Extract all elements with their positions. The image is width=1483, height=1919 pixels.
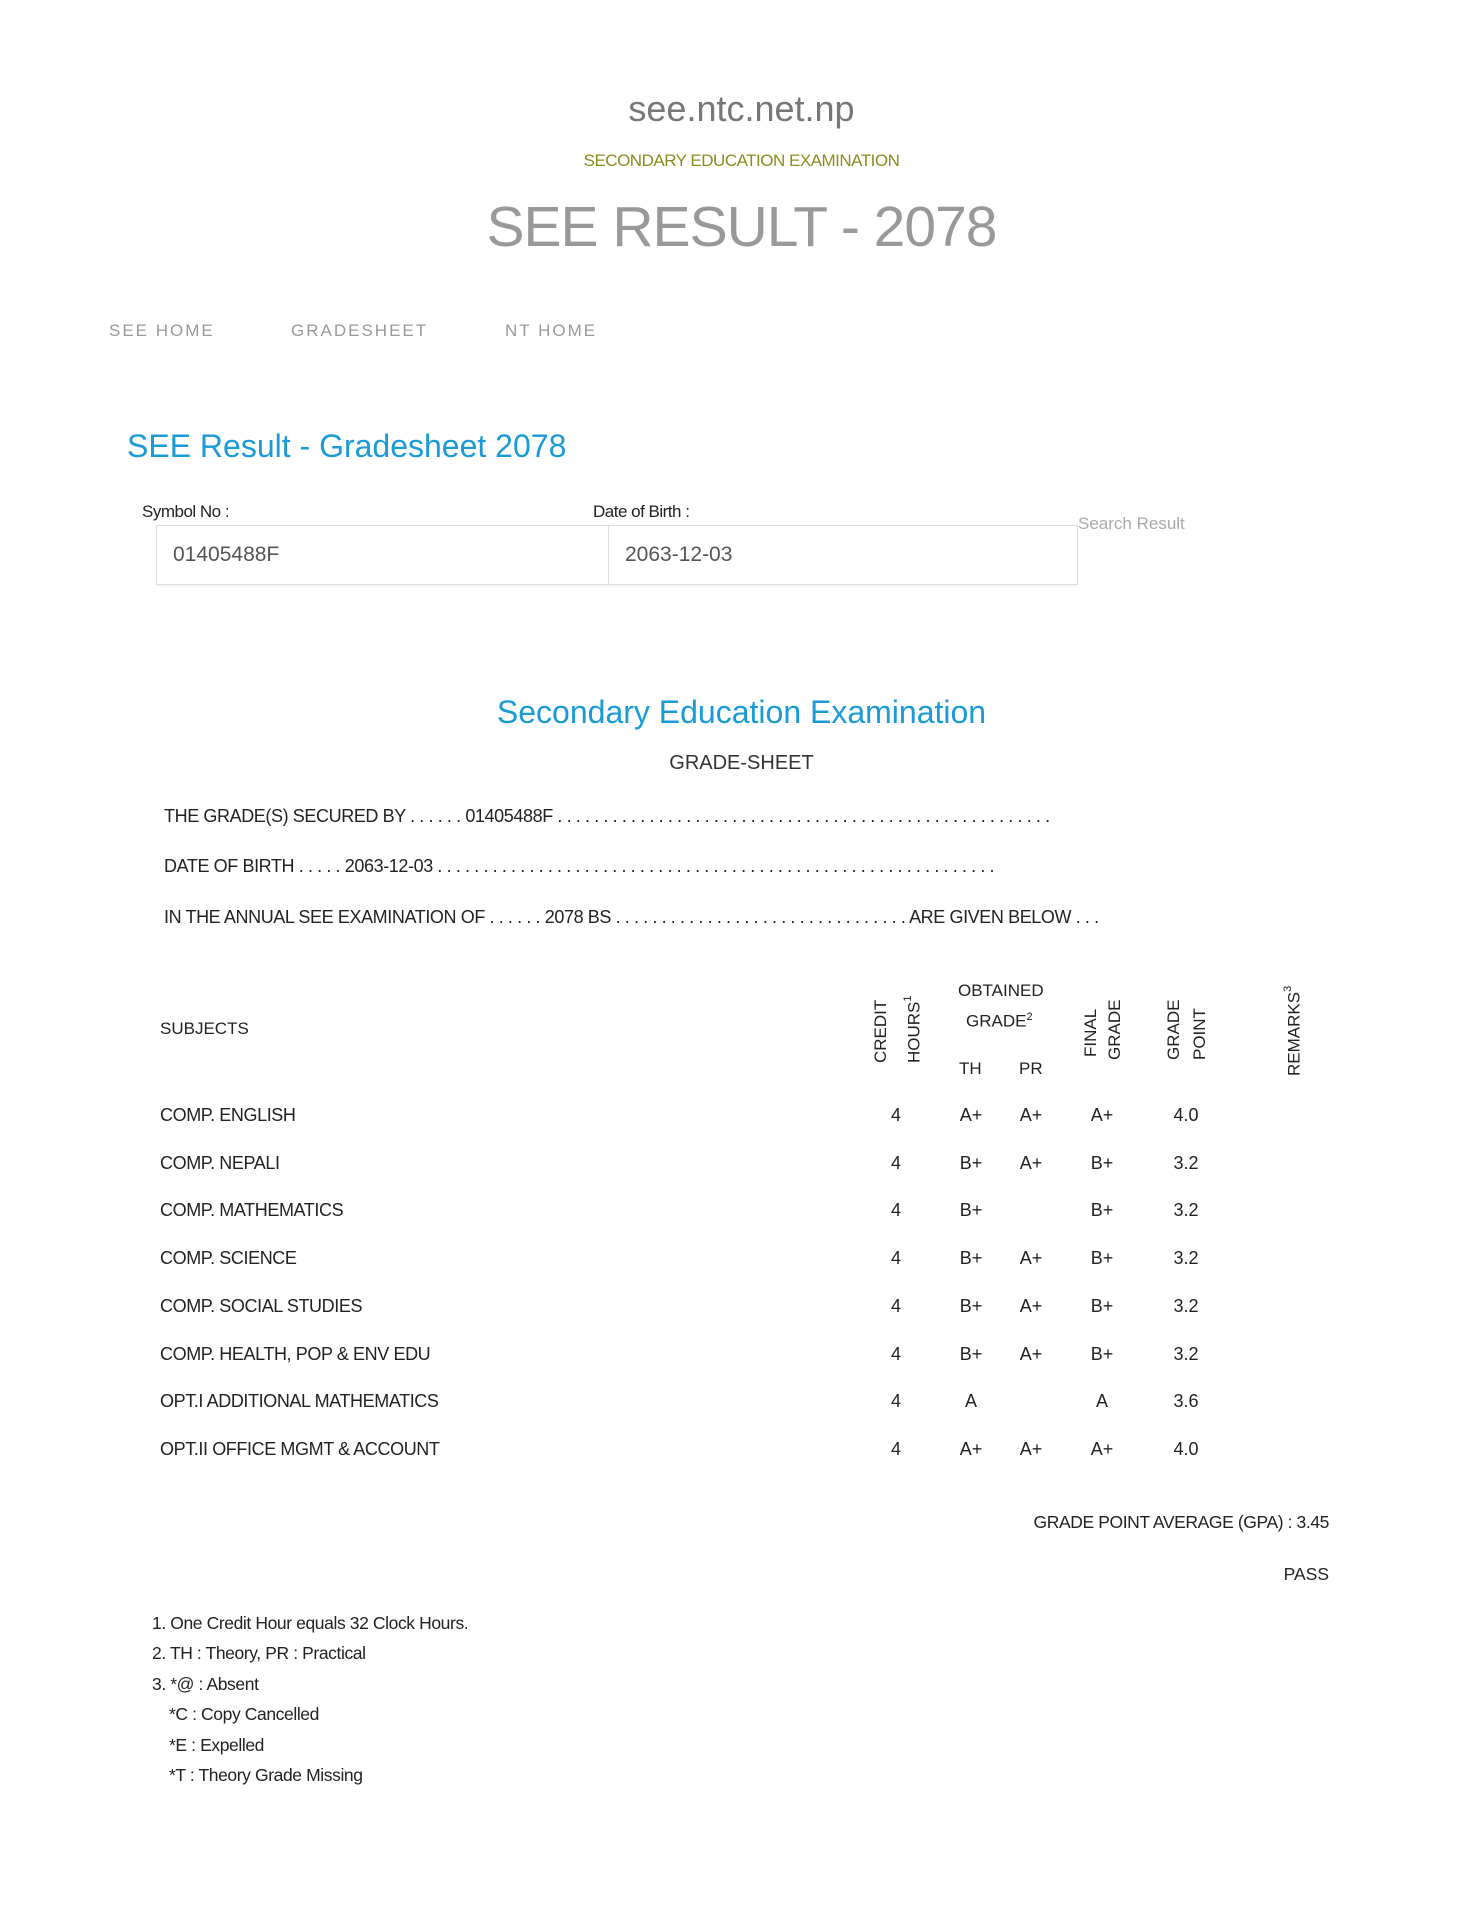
cell-th: B+ <box>959 1343 983 1364</box>
exam-subtitle: SECONDARY EDUCATION EXAMINATION <box>583 151 900 170</box>
cell-gp: 4.0 <box>1173 1438 1199 1459</box>
subject-name: COMP. ENGLISH <box>160 1105 296 1125</box>
footnote-3e: *E : Expelled <box>169 1735 264 1755</box>
th-header: TH <box>959 1059 982 1078</box>
nav-see-home[interactable]: SEE HOME <box>109 321 215 340</box>
cell-final: A <box>1095 1391 1109 1412</box>
cell-gp: 3.2 <box>1173 1200 1199 1221</box>
result-status: PASS <box>1283 1564 1329 1584</box>
hours-header <box>897 990 926 1063</box>
cell-credit: 4 <box>890 1391 902 1412</box>
hours-footnote-ref: 1 <box>902 995 914 1002</box>
obtained-header: OBTAINED <box>958 981 1044 1000</box>
gp-grade-header <box>1163 997 1185 1060</box>
cell-th: B+ <box>959 1248 983 1269</box>
cell-final: A+ <box>1090 1438 1114 1459</box>
cell-gp: 3.6 <box>1173 1391 1199 1412</box>
final-grade-text: GRADE <box>1105 999 1124 1060</box>
dob-input[interactable] <box>609 526 1077 584</box>
gpa-text: GRADE POINT AVERAGE (GPA) : 3.45 <box>1033 1512 1329 1532</box>
cell-pr: A+ <box>1019 1438 1043 1459</box>
footnote-1: 1. One Credit Hour equals 32 Clock Hours. <box>152 1613 469 1633</box>
cell-credit: 4 <box>890 1343 902 1364</box>
cell-pr: A+ <box>1019 1248 1043 1269</box>
exam-line: IN THE ANNUAL SEE EXAMINATION OF . . . . . . 2078 BS . . . . . . . . . . . . . . . . . . . . . . . . . . . . . . . . ARE GIVEN BELOW . . . <box>164 907 1099 927</box>
remarks-footnote-ref: 3 <box>1282 985 1294 992</box>
cell-gp: 3.2 <box>1173 1295 1199 1316</box>
credit-hours-header <box>870 993 892 1063</box>
subject-name: OPT.I ADDITIONAL MATHEMATICS <box>160 1391 439 1412</box>
cell-th: A+ <box>959 1438 983 1459</box>
cell-th: B+ <box>959 1152 983 1173</box>
search-form <box>156 525 1078 585</box>
cell-final: B+ <box>1090 1200 1114 1221</box>
site-name: see.ntc.net.np <box>628 88 855 129</box>
nav-gradesheet[interactable]: GRADESHEET <box>291 321 429 340</box>
gradesheet-subtitle: GRADE-SHEET <box>669 752 814 774</box>
cell-credit: 4 <box>890 1200 902 1221</box>
cell-pr: A+ <box>1019 1295 1043 1316</box>
cell-final: A+ <box>1090 1105 1114 1125</box>
final-grade-header <box>1104 997 1126 1060</box>
cell-final: B+ <box>1090 1295 1114 1316</box>
remarks-text: REMARKS <box>1284 991 1304 1076</box>
final-header <box>1080 1000 1102 1057</box>
cell-pr: A+ <box>1019 1105 1043 1125</box>
subject-name: COMP. MATHEMATICS <box>160 1200 344 1221</box>
gp-grade-text: GRADE <box>1164 999 1183 1060</box>
secured-by-line: THE GRADE(S) SECURED BY . . . . . . 01405488F . . . . . . . . . . . . . . . . . . . . . . . . . . . . . . . . . . . . . . . . . . . . . . . . . . . . . . <box>164 806 1050 826</box>
credit-text: CREDIT <box>871 999 890 1063</box>
dob-line: DATE OF BIRTH . . . . . 2063-12-03 . . . . . . . . . . . . . . . . . . . . . . . . . . . . . . . . . . . . . . . . . . . . . . . . . . . . . . . . . . . . . <box>164 856 995 876</box>
grade-footnote-ref: 2 <box>1026 1011 1033 1023</box>
cell-gp: 3.2 <box>1173 1248 1199 1269</box>
cell-credit: 4 <box>890 1152 902 1173</box>
cell-final: B+ <box>1090 1152 1114 1173</box>
cell-final: B+ <box>1090 1248 1114 1269</box>
gp-point-header <box>1189 1003 1211 1060</box>
cell-th: B+ <box>959 1200 983 1221</box>
subject-name: COMP. HEALTH, POP & ENV EDU <box>160 1343 431 1364</box>
cell-gp: 3.2 <box>1173 1343 1199 1364</box>
symbol-label: Symbol No : <box>142 502 230 521</box>
cell-pr: A+ <box>1019 1343 1043 1364</box>
form-heading: SEE Result - Gradesheet 2078 <box>127 428 567 464</box>
pr-header: PR <box>1019 1059 1043 1078</box>
cell-th: A+ <box>959 1105 983 1125</box>
hours-text: HOURS <box>904 1001 924 1063</box>
cell-th: A <box>964 1391 978 1412</box>
remarks-header <box>1277 980 1306 1076</box>
subject-name: COMP. NEPALI <box>160 1152 280 1173</box>
cell-gp: 3.2 <box>1173 1152 1199 1173</box>
final-text: FINAL <box>1081 1008 1100 1057</box>
subject-name: COMP. SOCIAL STUDIES <box>160 1295 363 1316</box>
grade-text: GRADE <box>966 1011 1027 1031</box>
cell-pr: A+ <box>1019 1152 1043 1173</box>
grade-header <box>966 1011 1033 1032</box>
cell-credit: 4 <box>890 1248 902 1269</box>
subject-name: OPT.II OFFICE MGMT & ACCOUNT <box>160 1438 440 1459</box>
footnote-3t: *T : Theory Grade Missing <box>169 1765 363 1785</box>
footnote-3c: *C : Copy Cancelled <box>169 1704 319 1724</box>
footnote-3: 3. *@ : Absent <box>152 1674 259 1694</box>
cell-th: B+ <box>959 1295 983 1316</box>
dob-label: Date of Birth : <box>593 502 690 521</box>
search-result-button[interactable]: Search Result <box>1078 514 1185 533</box>
footnote-2: 2. TH : Theory, PR : Practical <box>152 1643 366 1663</box>
cell-credit: 4 <box>890 1295 902 1316</box>
cell-credit: 4 <box>890 1438 902 1459</box>
cell-credit: 4 <box>890 1105 902 1125</box>
subject-name: COMP. SCIENCE <box>160 1248 297 1269</box>
symbol-no-input[interactable] <box>157 526 609 584</box>
cell-gp: 4.0 <box>1173 1105 1199 1125</box>
page-title: SEE RESULT - 2078 <box>486 195 997 259</box>
gp-point-text: POINT <box>1190 1008 1209 1060</box>
nav-nt-home[interactable]: NT HOME <box>505 321 598 340</box>
subjects-header: SUBJECTS <box>160 1019 249 1038</box>
gradesheet-title: Secondary Education Examination <box>496 694 987 730</box>
cell-final: B+ <box>1090 1343 1114 1364</box>
